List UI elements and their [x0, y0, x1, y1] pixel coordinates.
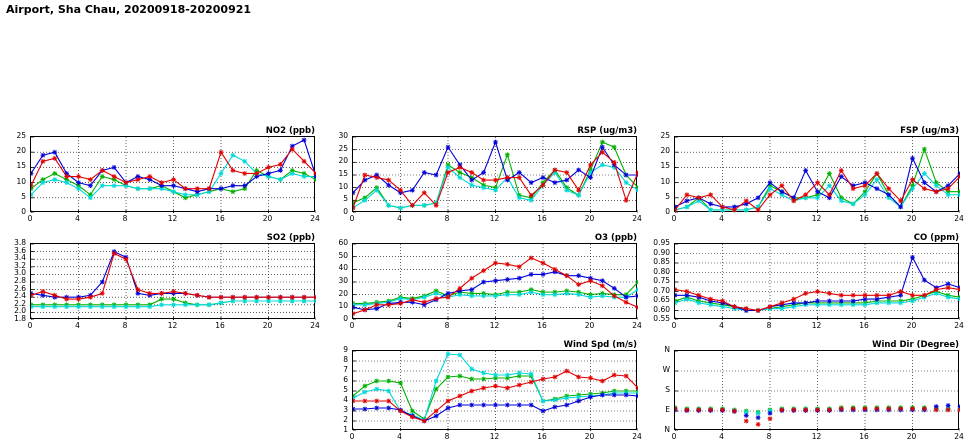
y-tick-label: 25	[16, 131, 26, 140]
y-tick-label: 2.8	[14, 276, 26, 285]
x-tick-label: 24	[954, 321, 964, 330]
x-tick-label: 12	[489, 321, 500, 330]
y-tick-label: 0.60	[653, 304, 670, 314]
plot-title: NO2 (ppb)	[265, 126, 315, 136]
y-tick-label: 6	[343, 375, 348, 384]
y-tick-label: N	[664, 425, 670, 434]
plot-canvas	[675, 137, 960, 213]
x-tick-label: 0	[671, 432, 677, 441]
x-tick-label: 4	[719, 432, 724, 441]
y-tick-label: 2.6	[14, 283, 26, 293]
x-tick-label: 24	[954, 432, 964, 441]
y-tick-label: 0.95	[653, 238, 670, 247]
x-tick-label: 20	[262, 214, 273, 223]
plot-title: FSP (ug/m3)	[900, 126, 959, 136]
y-tick-label: 0.90	[653, 247, 670, 257]
page-title: Airport, Sha Chau, 20200918-20200921	[6, 3, 252, 16]
x-tick-label: 20	[906, 321, 917, 330]
y-tick-label: 20	[660, 146, 670, 156]
y-tick-label: 0.70	[653, 285, 670, 295]
x-tick-label: 4	[397, 432, 402, 441]
y-tick-label: N	[664, 345, 670, 354]
y-tick-label: 5	[343, 194, 348, 204]
y-tick-label: 10	[16, 176, 26, 186]
x-tick-label: 16	[859, 321, 869, 330]
y-tick-label: 3	[343, 405, 348, 414]
x-tick-label: 0	[27, 214, 33, 223]
y-tick-label: 10	[338, 181, 348, 191]
y-tick-label: 0.65	[653, 295, 670, 304]
x-tick-label: 12	[811, 321, 822, 330]
y-tick-label: 15	[16, 161, 26, 171]
plot-canvas	[31, 137, 316, 213]
y-tick-label: 0	[343, 314, 348, 323]
x-tick-label: 16	[537, 432, 547, 441]
plot-title: Wind Spd (m/s)	[563, 340, 637, 350]
x-tick-label: 4	[719, 214, 724, 223]
y-tick-label: 5	[343, 385, 348, 394]
x-tick-label: 24	[632, 321, 642, 330]
x-tick-label: 0	[671, 321, 677, 330]
x-tick-label: 12	[489, 432, 500, 441]
y-tick-label: 1.8	[14, 314, 26, 323]
y-tick-label: 30	[338, 276, 348, 285]
y-tick-label: 0	[343, 207, 348, 216]
y-tick-label: 20	[338, 156, 348, 166]
y-tick-label: 15	[338, 169, 348, 178]
x-tick-label: 4	[75, 214, 80, 223]
x-tick-label: 12	[811, 214, 822, 223]
x-tick-label: 8	[766, 321, 772, 330]
y-tick-label: 2.2	[14, 298, 26, 308]
plot-canvas	[675, 244, 960, 320]
plot-area	[352, 350, 637, 430]
y-tick-label: 7	[343, 365, 348, 374]
plot-canvas	[31, 244, 316, 320]
x-tick-label: 16	[537, 214, 547, 223]
x-tick-label: 8	[122, 321, 128, 330]
y-tick-label: 8	[343, 355, 348, 364]
x-tick-label: 16	[859, 214, 869, 223]
y-tick-label: W	[662, 365, 670, 374]
x-tick-label: 24	[954, 214, 964, 223]
y-tick-label: 20	[16, 146, 26, 156]
x-tick-label: 24	[632, 214, 642, 223]
x-tick-label: 20	[262, 321, 273, 330]
y-tick-label: 0	[21, 207, 26, 216]
x-tick-label: 0	[349, 214, 355, 223]
series-line-green	[353, 376, 638, 419]
y-tick-label: 2.4	[14, 291, 26, 301]
x-tick-label: 20	[906, 214, 917, 223]
x-tick-label: 8	[444, 321, 450, 330]
y-tick-label: 2	[343, 415, 348, 424]
x-tick-label: 8	[444, 432, 450, 441]
y-tick-label: 3.0	[14, 268, 26, 278]
plot-area	[30, 136, 315, 212]
y-tick-label: 0.80	[653, 266, 670, 276]
plot-area	[674, 243, 959, 319]
x-tick-label: 20	[906, 432, 917, 441]
y-tick-label: 60	[338, 238, 348, 247]
y-tick-label: 40	[338, 263, 348, 273]
plot-title: RSP (ug/m3)	[577, 126, 637, 136]
x-tick-label: 4	[75, 321, 80, 330]
x-tick-label: 8	[766, 432, 772, 441]
y-tick-label: 15	[660, 161, 670, 171]
y-tick-label: 0.85	[653, 257, 670, 266]
x-tick-label: 4	[397, 321, 402, 330]
plot-area	[30, 243, 315, 319]
y-tick-label: 3.2	[14, 260, 26, 270]
y-tick-label: E	[665, 405, 670, 414]
x-tick-label: 0	[349, 321, 355, 330]
x-tick-label: 24	[310, 214, 320, 223]
plot-title: CO (ppm)	[913, 233, 959, 243]
x-tick-label: 16	[215, 321, 225, 330]
y-tick-label: 50	[338, 250, 348, 260]
y-tick-label: 3.8	[14, 238, 26, 247]
x-tick-label: 16	[859, 432, 869, 441]
plot-title: O3 (ppb)	[594, 233, 637, 243]
x-tick-label: 16	[215, 214, 225, 223]
y-tick-label: 0.55	[653, 314, 670, 323]
plot-title: Wind Dir (Degree)	[872, 340, 959, 350]
x-tick-label: 24	[310, 321, 320, 330]
y-tick-label: 9	[343, 345, 348, 354]
y-tick-label: 4	[343, 395, 348, 404]
y-tick-label: 0	[665, 207, 670, 216]
y-tick-label: 30	[338, 131, 348, 140]
plot-area	[352, 136, 637, 212]
y-tick-label: 25	[660, 131, 670, 140]
x-tick-label: 16	[537, 321, 547, 330]
x-tick-label: 12	[167, 214, 178, 223]
y-tick-label: 0.75	[653, 276, 670, 285]
x-tick-label: 8	[766, 214, 772, 223]
y-tick-label: 3.4	[14, 253, 26, 263]
y-tick-label: 5	[21, 191, 26, 201]
plot-canvas	[353, 137, 638, 213]
x-tick-label: 12	[811, 432, 822, 441]
x-tick-label: 0	[349, 432, 355, 441]
x-tick-label: 20	[584, 321, 595, 330]
y-tick-label: 3.6	[14, 245, 26, 255]
y-tick-label: 20	[338, 288, 348, 298]
y-tick-label: 25	[338, 143, 348, 153]
y-tick-label: 1	[343, 425, 348, 434]
series-line-red	[353, 258, 638, 314]
plot-canvas	[353, 351, 638, 431]
y-tick-label: 10	[660, 176, 670, 186]
plot-canvas	[675, 351, 960, 431]
plot-title: SO2 (ppb)	[266, 233, 315, 243]
x-tick-label: 4	[397, 214, 402, 223]
x-tick-label: 4	[719, 321, 724, 330]
plot-canvas	[353, 244, 638, 320]
x-tick-label: 12	[489, 214, 500, 223]
plot-area	[674, 350, 959, 430]
x-tick-label: 8	[444, 214, 450, 223]
plot-area	[674, 136, 959, 212]
y-tick-label: 2.0	[14, 306, 26, 316]
plot-area	[352, 243, 637, 319]
y-tick-label: 10	[338, 301, 348, 311]
x-tick-label: 24	[632, 432, 642, 441]
x-tick-label: 0	[27, 321, 33, 330]
x-tick-label: 12	[167, 321, 178, 330]
x-tick-label: 20	[584, 432, 595, 441]
x-tick-label: 0	[671, 214, 677, 223]
y-tick-label: S	[665, 385, 670, 394]
x-tick-label: 20	[584, 214, 595, 223]
y-tick-label: 5	[665, 191, 670, 201]
x-tick-label: 8	[122, 214, 128, 223]
